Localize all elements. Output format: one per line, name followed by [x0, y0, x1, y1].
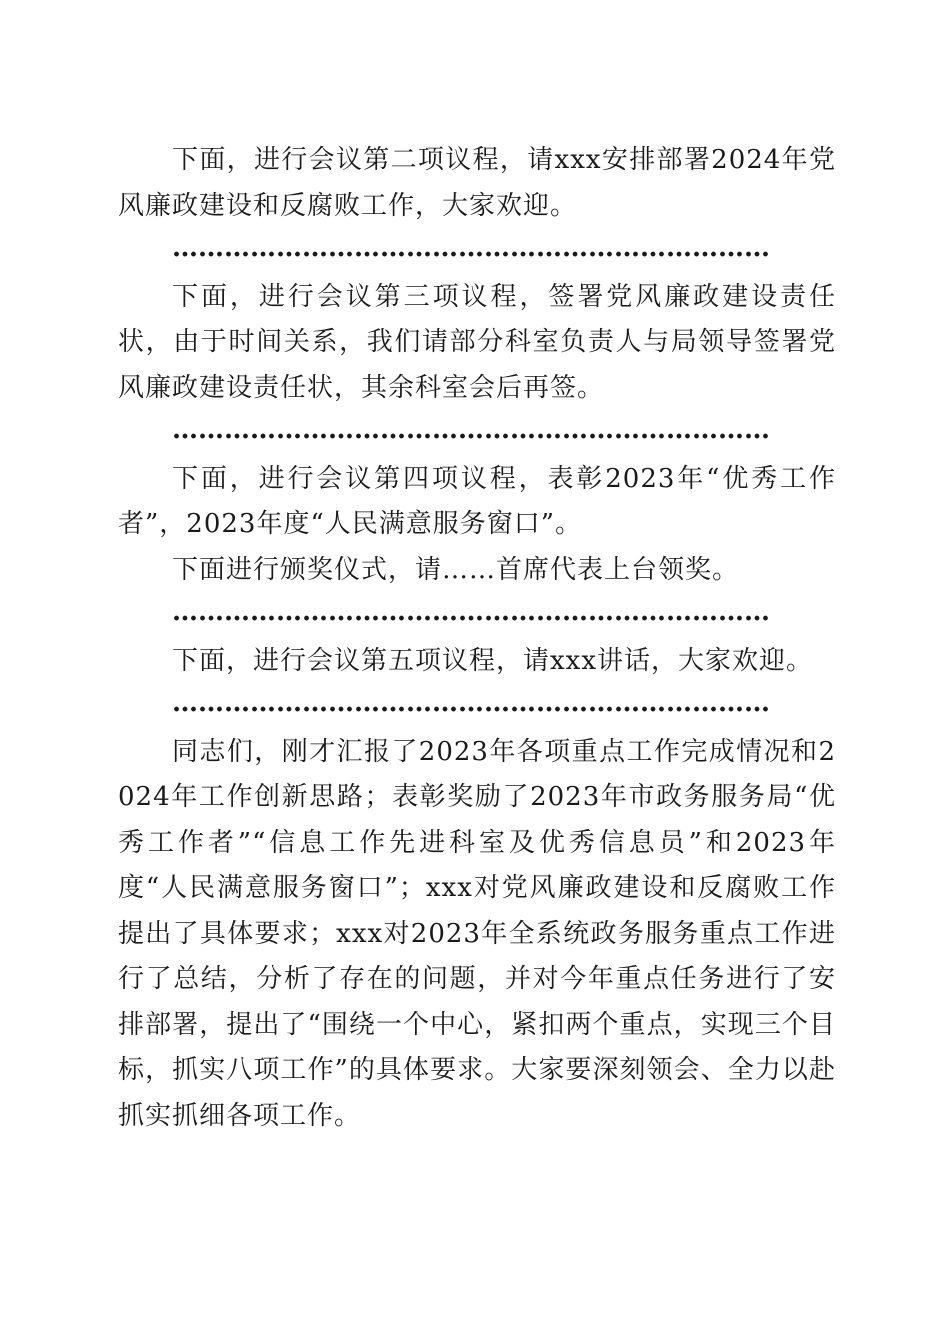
ellipsis-separator: …………………………………………………………… — [172, 597, 770, 627]
ellipsis-separator: …………………………………………………………… — [172, 688, 770, 718]
document-body — [118, 138, 836, 1139]
ellipsis-separator: …………………………………………………………… — [172, 233, 770, 263]
paragraph-agenda-item-5: 下面，进行会议第五项议程，请xxx讲话，大家欢迎。 — [172, 645, 813, 676]
paragraph-agenda-item-4: 下面，进行会议第四项议程，表彰2023年“优秀工作者”，2023年度“人民满意服务窗口”。 — [118, 463, 836, 539]
ellipsis-separator: …………………………………………………………… — [172, 415, 770, 445]
paragraph-summary: 同志们，刚才汇报了2023年各项重点工作完成情况和2024年工作创新思路；表彰奖励了2023年市政务服务局“优秀工作者”“信息工作先进科室及优秀信息员”和2023年度“人民满意服务窗口”；xxx对党风廉政建设和反腐败工作提出了具体要求；xxx对2023年全系统政务服务重点工作进行了总结，分析了存在的问题，并对今年重点任务进行了安排部署，提出了“围绕一个中心，紧扣两个重点，实现三个目标，抓实八项工作”的具体要求。大家要深刻领会、全力以赴抓实抓细各项工作。 — [118, 736, 836, 1131]
paragraph-agenda-item-3: 下面，进行会议第三项议程，签署党风廉政建设责任状，由于时间关系，我们请部分科室负责人与局领导签署党风廉政建设责任状，其余科室会后再签。 — [118, 281, 836, 403]
paragraph-award-ceremony: 下面进行颁奖仪式，请……首席代表上台领奖。 — [172, 554, 740, 585]
paragraph-agenda-item-2: 下面，进行会议第二项议程，请xxx安排部署2024年党风廉政建设和反腐败工作，大家欢迎。 — [118, 145, 836, 221]
